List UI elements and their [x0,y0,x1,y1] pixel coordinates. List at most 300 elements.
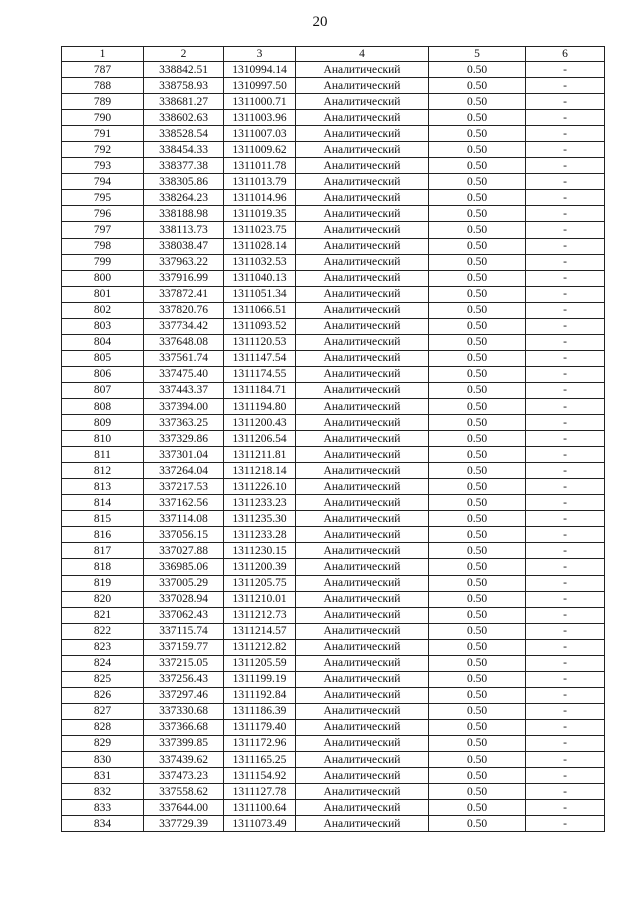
cell-x-coordinate: 337005.29 [144,575,224,591]
cell-note: - [526,639,605,655]
table-row [62,431,605,447]
cell-point-number: 815 [62,511,144,527]
table-row [62,784,605,800]
cell-method: Аналитический [296,302,429,318]
cell-accuracy: 0.50 [429,302,526,318]
cell-method: Аналитический [296,623,429,639]
cell-accuracy: 0.50 [429,431,526,447]
cell-x-coordinate: 337820.76 [144,302,224,318]
cell-point-number: 823 [62,639,144,655]
column-header-6: 6 [526,47,605,62]
table-row [62,607,605,623]
cell-method: Аналитический [296,655,429,671]
cell-x-coordinate: 337297.46 [144,687,224,703]
cell-x-coordinate: 336985.06 [144,559,224,575]
table-row [62,318,605,334]
table-row [62,559,605,575]
table-row [62,142,605,158]
cell-accuracy: 0.50 [429,270,526,286]
cell-point-number: 800 [62,270,144,286]
cell-accuracy: 0.50 [429,190,526,206]
cell-x-coordinate: 337264.04 [144,463,224,479]
cell-x-coordinate: 337329.86 [144,431,224,447]
table-row [62,286,605,302]
table-row [62,222,605,238]
cell-point-number: 792 [62,142,144,158]
cell-y-coordinate: 1311212.82 [224,639,296,655]
cell-accuracy: 0.50 [429,382,526,398]
cell-method: Аналитический [296,479,429,495]
cell-accuracy: 0.50 [429,142,526,158]
cell-x-coordinate: 337558.62 [144,784,224,800]
cell-x-coordinate: 337644.00 [144,800,224,816]
cell-point-number: 834 [62,816,144,832]
cell-point-number: 795 [62,190,144,206]
cell-note: - [526,62,605,78]
cell-method: Аналитический [296,206,429,222]
cell-point-number: 810 [62,431,144,447]
cell-point-number: 830 [62,752,144,768]
cell-accuracy: 0.50 [429,511,526,527]
table-row [62,398,605,414]
cell-accuracy: 0.50 [429,78,526,94]
cell-method: Аналитический [296,334,429,350]
cell-point-number: 787 [62,62,144,78]
cell-point-number: 831 [62,768,144,784]
cell-note: - [526,318,605,334]
cell-point-number: 833 [62,800,144,816]
table-row [62,768,605,784]
cell-accuracy: 0.50 [429,752,526,768]
cell-point-number: 812 [62,463,144,479]
cell-y-coordinate: 1311100.64 [224,800,296,816]
cell-y-coordinate: 1311210.01 [224,591,296,607]
cell-note: - [526,142,605,158]
cell-point-number: 819 [62,575,144,591]
cell-point-number: 824 [62,655,144,671]
cell-point-number: 822 [62,623,144,639]
cell-accuracy: 0.50 [429,158,526,174]
cell-y-coordinate: 1311233.23 [224,495,296,511]
cell-y-coordinate: 1311184.71 [224,382,296,398]
cell-y-coordinate: 1311000.71 [224,94,296,110]
cell-method: Аналитический [296,366,429,382]
cell-y-coordinate: 1311011.78 [224,158,296,174]
cell-accuracy: 0.50 [429,334,526,350]
cell-note: - [526,366,605,382]
cell-note: - [526,110,605,126]
cell-point-number: 793 [62,158,144,174]
cell-x-coordinate: 337561.74 [144,350,224,366]
table-row [62,110,605,126]
cell-y-coordinate: 1311019.35 [224,206,296,222]
cell-y-coordinate: 1311205.75 [224,575,296,591]
cell-method: Аналитический [296,559,429,575]
cell-x-coordinate: 337648.08 [144,334,224,350]
cell-note: - [526,94,605,110]
cell-accuracy: 0.50 [429,703,526,719]
cell-note: - [526,126,605,142]
cell-method: Аналитический [296,270,429,286]
cell-point-number: 801 [62,286,144,302]
cell-method: Аналитический [296,816,429,832]
cell-point-number: 811 [62,447,144,463]
cell-note: - [526,687,605,703]
column-header-4: 4 [296,47,429,62]
table-row [62,206,605,222]
table-row [62,174,605,190]
table-row [62,575,605,591]
table-row [62,238,605,254]
cell-note: - [526,254,605,270]
cell-note: - [526,447,605,463]
cell-method: Аналитический [296,463,429,479]
cell-point-number: 818 [62,559,144,575]
cell-y-coordinate: 1311066.51 [224,302,296,318]
cell-note: - [526,607,605,623]
cell-y-coordinate: 1311093.52 [224,318,296,334]
cell-method: Аналитический [296,543,429,559]
cell-point-number: 808 [62,398,144,414]
cell-accuracy: 0.50 [429,174,526,190]
cell-note: - [526,174,605,190]
cell-point-number: 802 [62,302,144,318]
cell-y-coordinate: 1311226.10 [224,479,296,495]
cell-note: - [526,431,605,447]
cell-y-coordinate: 1311199.19 [224,671,296,687]
cell-x-coordinate: 337963.22 [144,254,224,270]
cell-x-coordinate: 337028.94 [144,591,224,607]
table-row [62,687,605,703]
cell-point-number: 804 [62,334,144,350]
table-row [62,254,605,270]
cell-accuracy: 0.50 [429,495,526,511]
cell-method: Аналитический [296,800,429,816]
table-row [62,671,605,687]
cell-point-number: 828 [62,719,144,735]
cell-accuracy: 0.50 [429,784,526,800]
table-row [62,495,605,511]
table-row [62,703,605,719]
cell-point-number: 798 [62,238,144,254]
table-body [62,62,605,832]
cell-point-number: 805 [62,350,144,366]
cell-x-coordinate: 338842.51 [144,62,224,78]
cell-point-number: 814 [62,495,144,511]
cell-x-coordinate: 337162.56 [144,495,224,511]
cell-note: - [526,703,605,719]
cell-x-coordinate: 337115.74 [144,623,224,639]
cell-x-coordinate: 337443.37 [144,382,224,398]
cell-method: Аналитический [296,254,429,270]
cell-y-coordinate: 1311165.25 [224,752,296,768]
cell-accuracy: 0.50 [429,816,526,832]
cell-note: - [526,286,605,302]
cell-point-number: 809 [62,415,144,431]
cell-y-coordinate: 1311200.39 [224,559,296,575]
cell-method: Аналитический [296,174,429,190]
cell-y-coordinate: 1311013.79 [224,174,296,190]
table-row [62,527,605,543]
cell-x-coordinate: 337159.77 [144,639,224,655]
cell-method: Аналитический [296,431,429,447]
cell-accuracy: 0.50 [429,318,526,334]
cell-method: Аналитический [296,784,429,800]
cell-note: - [526,334,605,350]
cell-y-coordinate: 1311147.54 [224,350,296,366]
cell-y-coordinate: 1311120.53 [224,334,296,350]
table-row [62,334,605,350]
cell-point-number: 803 [62,318,144,334]
coordinates-table [61,46,605,832]
cell-x-coordinate: 337056.15 [144,527,224,543]
cell-y-coordinate: 1311200.43 [224,415,296,431]
cell-accuracy: 0.50 [429,479,526,495]
cell-note: - [526,238,605,254]
cell-x-coordinate: 338454.33 [144,142,224,158]
cell-method: Аналитический [296,62,429,78]
cell-note: - [526,398,605,414]
cell-y-coordinate: 1311218.14 [224,463,296,479]
cell-x-coordinate: 338188.98 [144,206,224,222]
table-row [62,94,605,110]
cell-note: - [526,623,605,639]
table-row [62,190,605,206]
cell-y-coordinate: 1311009.62 [224,142,296,158]
cell-y-coordinate: 1311230.15 [224,543,296,559]
cell-method: Аналитический [296,591,429,607]
cell-accuracy: 0.50 [429,350,526,366]
cell-x-coordinate: 337027.88 [144,543,224,559]
cell-note: - [526,463,605,479]
table-row [62,479,605,495]
cell-method: Аналитический [296,671,429,687]
cell-y-coordinate: 1311028.14 [224,238,296,254]
cell-note: - [526,190,605,206]
cell-y-coordinate: 1310994.14 [224,62,296,78]
cell-accuracy: 0.50 [429,655,526,671]
table-row [62,591,605,607]
cell-x-coordinate: 338113.73 [144,222,224,238]
cell-x-coordinate: 337062.43 [144,607,224,623]
cell-y-coordinate: 1311205.59 [224,655,296,671]
cell-method: Аналитический [296,382,429,398]
cell-accuracy: 0.50 [429,559,526,575]
cell-accuracy: 0.50 [429,527,526,543]
cell-note: - [526,655,605,671]
table-row [62,463,605,479]
cell-point-number: 826 [62,687,144,703]
cell-method: Аналитический [296,350,429,366]
cell-method: Аналитический [296,190,429,206]
cell-x-coordinate: 338602.63 [144,110,224,126]
table-row [62,735,605,751]
table-row [62,366,605,382]
cell-accuracy: 0.50 [429,254,526,270]
cell-x-coordinate: 337473.23 [144,768,224,784]
cell-x-coordinate: 337399.85 [144,735,224,751]
cell-y-coordinate: 1311003.96 [224,110,296,126]
table-row [62,302,605,318]
cell-accuracy: 0.50 [429,575,526,591]
cell-note: - [526,752,605,768]
cell-point-number: 796 [62,206,144,222]
cell-accuracy: 0.50 [429,94,526,110]
cell-method: Аналитический [296,639,429,655]
table-row [62,62,605,78]
cell-note: - [526,559,605,575]
cell-x-coordinate: 338305.86 [144,174,224,190]
cell-method: Аналитический [296,398,429,414]
cell-y-coordinate: 1310997.50 [224,78,296,94]
cell-accuracy: 0.50 [429,671,526,687]
cell-method: Аналитический [296,768,429,784]
cell-x-coordinate: 337729.39 [144,816,224,832]
cell-point-number: 806 [62,366,144,382]
cell-method: Аналитический [296,511,429,527]
cell-accuracy: 0.50 [429,800,526,816]
table-row [62,543,605,559]
cell-method: Аналитический [296,607,429,623]
cell-accuracy: 0.50 [429,238,526,254]
cell-note: - [526,479,605,495]
cell-point-number: 791 [62,126,144,142]
cell-point-number: 813 [62,479,144,495]
table-row [62,639,605,655]
cell-note: - [526,719,605,735]
cell-method: Аналитический [296,735,429,751]
cell-y-coordinate: 1311214.57 [224,623,296,639]
cell-x-coordinate: 337475.40 [144,366,224,382]
cell-x-coordinate: 337301.04 [144,447,224,463]
cell-note: - [526,302,605,318]
cell-y-coordinate: 1311007.03 [224,126,296,142]
cell-x-coordinate: 338264.23 [144,190,224,206]
cell-note: - [526,575,605,591]
cell-method: Аналитический [296,222,429,238]
cell-y-coordinate: 1311014.96 [224,190,296,206]
table-row [62,447,605,463]
cell-x-coordinate: 338758.93 [144,78,224,94]
table-row [62,623,605,639]
cell-x-coordinate: 338038.47 [144,238,224,254]
cell-method: Аналитический [296,495,429,511]
cell-point-number: 827 [62,703,144,719]
cell-method: Аналитический [296,94,429,110]
table-row [62,270,605,286]
cell-point-number: 829 [62,735,144,751]
cell-accuracy: 0.50 [429,687,526,703]
cell-method: Аналитический [296,527,429,543]
cell-y-coordinate: 1311186.39 [224,703,296,719]
cell-y-coordinate: 1311023.75 [224,222,296,238]
cell-accuracy: 0.50 [429,543,526,559]
cell-x-coordinate: 337734.42 [144,318,224,334]
cell-point-number: 832 [62,784,144,800]
cell-method: Аналитический [296,158,429,174]
cell-note: - [526,382,605,398]
table-row [62,158,605,174]
cell-point-number: 821 [62,607,144,623]
cell-y-coordinate: 1311194.80 [224,398,296,414]
cell-note: - [526,158,605,174]
cell-note: - [526,222,605,238]
cell-y-coordinate: 1311233.28 [224,527,296,543]
cell-y-coordinate: 1311212.73 [224,607,296,623]
cell-method: Аналитический [296,286,429,302]
cell-y-coordinate: 1311127.78 [224,784,296,800]
cell-point-number: 825 [62,671,144,687]
cell-method: Аналитический [296,687,429,703]
page-number: 20 [312,14,328,30]
table-row [62,655,605,671]
cell-y-coordinate: 1311235.30 [224,511,296,527]
cell-method: Аналитический [296,703,429,719]
column-header-2: 2 [144,47,224,62]
cell-accuracy: 0.50 [429,62,526,78]
cell-note: - [526,816,605,832]
cell-note: - [526,415,605,431]
table-row [62,78,605,94]
cell-note: - [526,495,605,511]
cell-method: Аналитический [296,110,429,126]
table-row [62,511,605,527]
cell-method: Аналитический [296,142,429,158]
cell-y-coordinate: 1311154.92 [224,768,296,784]
cell-note: - [526,206,605,222]
cell-note: - [526,768,605,784]
cell-accuracy: 0.50 [429,623,526,639]
cell-accuracy: 0.50 [429,366,526,382]
cell-note: - [526,78,605,94]
table-row [62,800,605,816]
cell-y-coordinate: 1311073.49 [224,816,296,832]
cell-x-coordinate: 337363.25 [144,415,224,431]
cell-method: Аналитический [296,719,429,735]
table-row [62,382,605,398]
cell-point-number: 788 [62,78,144,94]
table-row [62,415,605,431]
cell-x-coordinate: 338377.38 [144,158,224,174]
cell-y-coordinate: 1311179.40 [224,719,296,735]
cell-accuracy: 0.50 [429,415,526,431]
cell-x-coordinate: 337872.41 [144,286,224,302]
cell-note: - [526,591,605,607]
table-row [62,752,605,768]
cell-accuracy: 0.50 [429,286,526,302]
cell-note: - [526,543,605,559]
column-header-1: 1 [62,47,144,62]
cell-accuracy: 0.50 [429,607,526,623]
table-row [62,126,605,142]
cell-x-coordinate: 337916.99 [144,270,224,286]
cell-point-number: 807 [62,382,144,398]
cell-method: Аналитический [296,575,429,591]
cell-note: - [526,350,605,366]
cell-method: Аналитический [296,415,429,431]
cell-x-coordinate: 337215.05 [144,655,224,671]
cell-accuracy: 0.50 [429,463,526,479]
cell-x-coordinate: 337366.68 [144,719,224,735]
cell-method: Аналитический [296,238,429,254]
table-row [62,719,605,735]
cell-method: Аналитический [296,78,429,94]
cell-point-number: 790 [62,110,144,126]
cell-note: - [526,270,605,286]
cell-note: - [526,735,605,751]
cell-method: Аналитический [296,752,429,768]
cell-x-coordinate: 337439.62 [144,752,224,768]
